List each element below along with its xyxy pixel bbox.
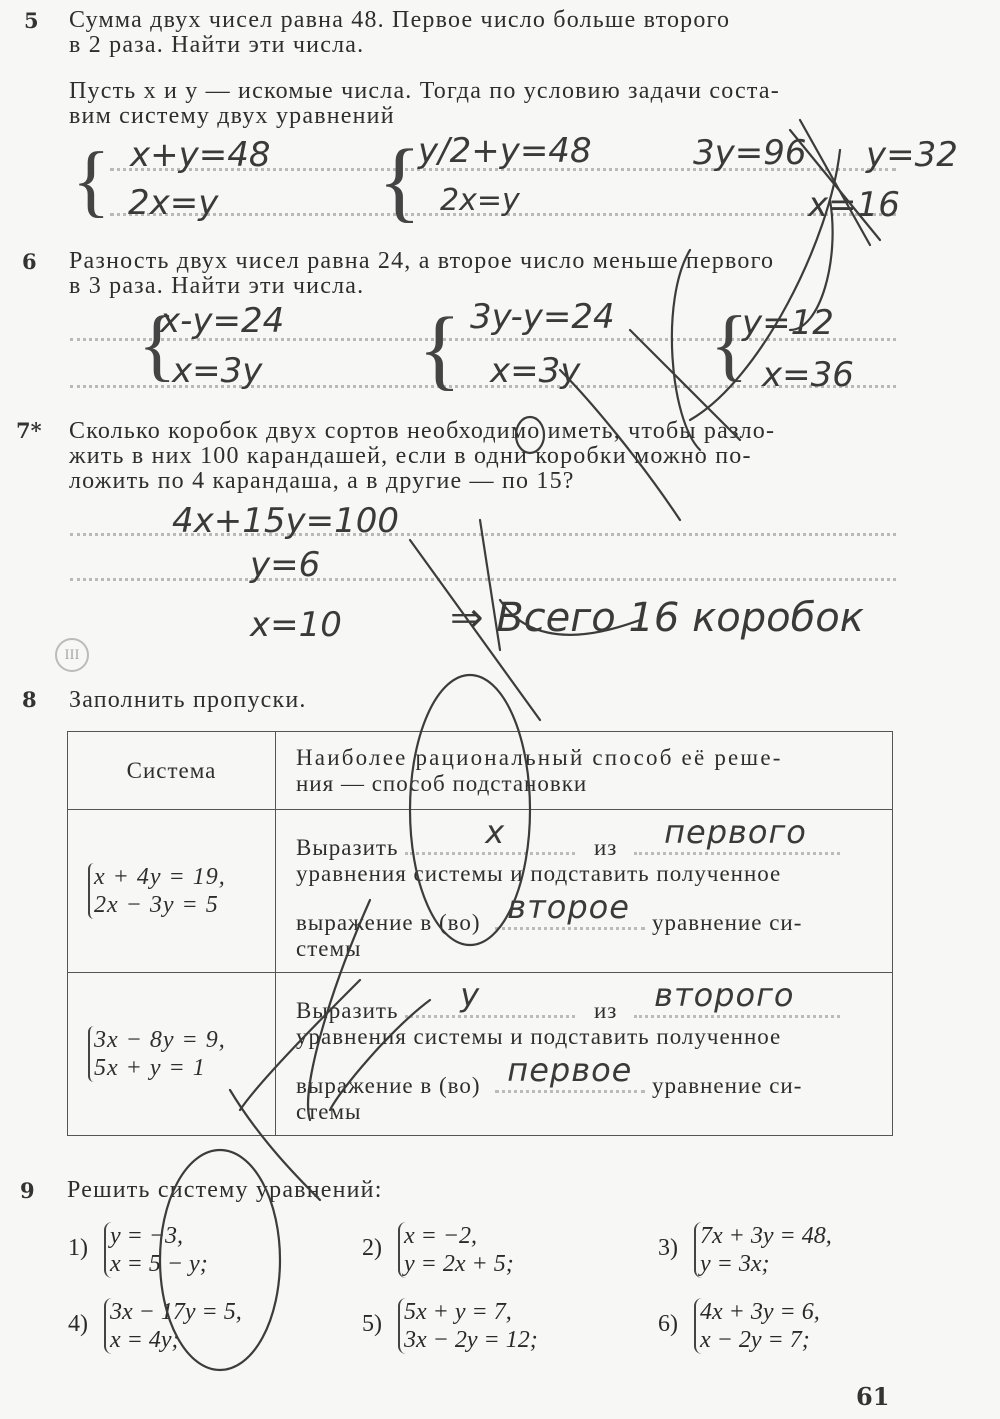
task-7-text-line1: Сколько коробок двух сортов необходимо иметь, чтобы разло- — [69, 418, 776, 444]
brace-icon: { — [418, 300, 462, 399]
system-2 — [362, 1222, 514, 1278]
task-6-text-line1: Разность двух чисел равна 24, а второе число меньше первого — [69, 248, 775, 274]
system-eq1: y = −3, — [110, 1223, 184, 1249]
system-eq1: 3x − 17y = 5, — [110, 1299, 242, 1325]
substitution-table — [67, 731, 893, 1136]
system-eq2: y = 3x; — [700, 1251, 770, 1277]
system-eq2: x = 5 − y; — [110, 1251, 208, 1277]
into-fill-field[interactable] — [495, 1051, 645, 1093]
method-tail2: стемы — [296, 1099, 362, 1124]
brace-icon: { — [138, 301, 177, 389]
table-row — [68, 973, 893, 1136]
task-7-text-line3: ложить по 4 карандаша, а в другие — по 15? — [69, 468, 575, 494]
task-7-text-line2: жить в них 100 карандашей, если в одни коробки можно по- — [69, 443, 752, 469]
task-9-number: 9 — [20, 1178, 35, 1203]
task-7-number: 7* — [16, 418, 42, 443]
system-eq2: y = 2x + 5; — [404, 1251, 514, 1277]
task-8-number: 8 — [22, 687, 37, 712]
task-5-hint-line1: Пусть x и y — искомые числа. Тогда по условию задачи соста- — [69, 78, 780, 104]
method-tail: уравнение си- — [652, 910, 803, 935]
from-fill-field[interactable] — [634, 976, 840, 1018]
hw-t6-eq1: x-y=24 — [160, 301, 285, 341]
system-eq1: x = −2, — [404, 1223, 478, 1249]
hw-express-value: x — [485, 813, 506, 851]
system-5 — [362, 1298, 538, 1354]
hw-t7-x: x=10 — [250, 605, 342, 645]
hw-express-value: y — [460, 976, 481, 1014]
express-fill-field[interactable] — [405, 976, 575, 1018]
hw-from-value: первого — [664, 813, 807, 851]
hw-t5-sys2-eq2: 2x=y — [440, 183, 520, 218]
express-label: Выразить — [296, 998, 399, 1023]
system-eq1: 4x + 3y = 6, — [700, 1299, 820, 1325]
table-row — [68, 810, 893, 973]
hw-t6-sys2-eq1: 3y-y=24 — [470, 297, 615, 337]
hw-t5-eq1: x+y=48 — [130, 135, 271, 175]
system-eq2: x − 2y = 7; — [700, 1327, 810, 1353]
header-method-line1: Наиболее рациональный способ её реше- — [296, 744, 783, 770]
hw-t5-step: 3y=96 — [693, 133, 807, 173]
method-tail: уравнение си- — [652, 1073, 803, 1098]
system-6 — [658, 1298, 820, 1354]
task-6-number: 6 — [22, 249, 37, 274]
hw-from-value: второго — [654, 976, 795, 1014]
brace-icon: { — [710, 301, 749, 389]
system-label: 3) — [658, 1235, 678, 1261]
hw-t5-result-x: x=16 — [808, 185, 900, 225]
hw-t5-sys2-eq1: y/2+y=48 — [418, 131, 592, 171]
system-label: 5) — [362, 1311, 382, 1337]
method-line2: уравнения системы и подставить полученное — [296, 861, 782, 886]
hw-t6-sys2-eq2: x=3y — [490, 351, 581, 391]
system-eq2: x = 4y; — [110, 1327, 180, 1353]
system-eq2: 2x − 3y = 5 — [94, 892, 219, 918]
system-4 — [68, 1298, 242, 1354]
hw-t7-answer: ⇒ Всего 16 коробок — [450, 595, 864, 641]
hw-t6-eq2: x=3y — [172, 351, 263, 391]
hw-into-value: первое — [507, 1051, 633, 1089]
hw-t6-sys3-eq1: y=12 — [742, 303, 834, 343]
system-label: 2) — [362, 1235, 382, 1261]
system-cell — [68, 810, 276, 973]
express-label: Выразить — [296, 835, 399, 860]
hw-into-value: второе — [507, 888, 630, 926]
task-9-text: Решить систему уравнений: — [67, 1177, 383, 1203]
task-5-hint-line2: вим систему двух уравнений — [69, 103, 395, 129]
system-equations — [88, 1026, 226, 1082]
system-eq2: 3x − 2y = 12; — [404, 1327, 538, 1353]
hw-t5-result-y: y=32 — [866, 135, 958, 175]
method-cell — [276, 973, 893, 1136]
task-5-text-line1: Сумма двух чисел равна 48. Первое число больше второго — [69, 7, 731, 33]
brace-icon: { — [72, 137, 111, 225]
answer-line — [70, 578, 896, 581]
table-header-row — [68, 732, 893, 810]
system-eq1: 5x + y = 7, — [404, 1299, 512, 1325]
task-8-text: Заполнить пропуски. — [69, 687, 307, 713]
from-fill-field[interactable] — [634, 813, 840, 855]
into-label: выражение в (во) — [296, 1073, 481, 1098]
system-equations — [88, 863, 226, 919]
header-method — [276, 732, 893, 810]
difficulty-badge: III — [55, 638, 89, 672]
task-5-text-line2: в 2 раза. Найти эти числа. — [69, 32, 365, 58]
system-eq1: 7x + 3y = 48, — [700, 1223, 832, 1249]
header-system: Система — [68, 732, 276, 810]
header-method-line2: ния — способ подстановки — [296, 770, 588, 796]
system-eq1: 3x − 8y = 9, — [94, 1027, 226, 1053]
method-tail2: стемы — [296, 936, 362, 961]
method-line2: уравнения системы и подставить полученное — [296, 1024, 782, 1049]
into-label: выражение в (во) — [296, 910, 481, 935]
system-cell — [68, 973, 276, 1136]
hw-t7-eq: 4x+15y=100 — [172, 501, 400, 541]
system-label: 6) — [658, 1311, 678, 1337]
brace-icon: { — [378, 132, 422, 231]
hw-t5-eq2: 2x=y — [128, 183, 219, 223]
system-eq2: 5x + y = 1 — [94, 1055, 206, 1081]
task-5-number: 5 — [24, 8, 39, 33]
express-fill-field[interactable] — [405, 813, 575, 855]
system-label: 1) — [68, 1235, 88, 1261]
from-label: из — [593, 998, 618, 1023]
from-label: из — [593, 835, 618, 860]
hw-t7-y: y=6 — [250, 545, 321, 585]
task-6-text-line2: в 3 раза. Найти эти числа. — [69, 273, 365, 299]
system-3 — [658, 1222, 832, 1278]
system-label: 4) — [68, 1311, 88, 1337]
hw-t6-sys3-eq2: x=36 — [762, 355, 854, 395]
method-cell — [276, 810, 893, 973]
system-eq1: x + 4y = 19, — [94, 864, 226, 890]
page-number: 61 — [856, 1382, 890, 1411]
system-1 — [68, 1222, 208, 1278]
into-fill-field[interactable] — [495, 888, 645, 930]
